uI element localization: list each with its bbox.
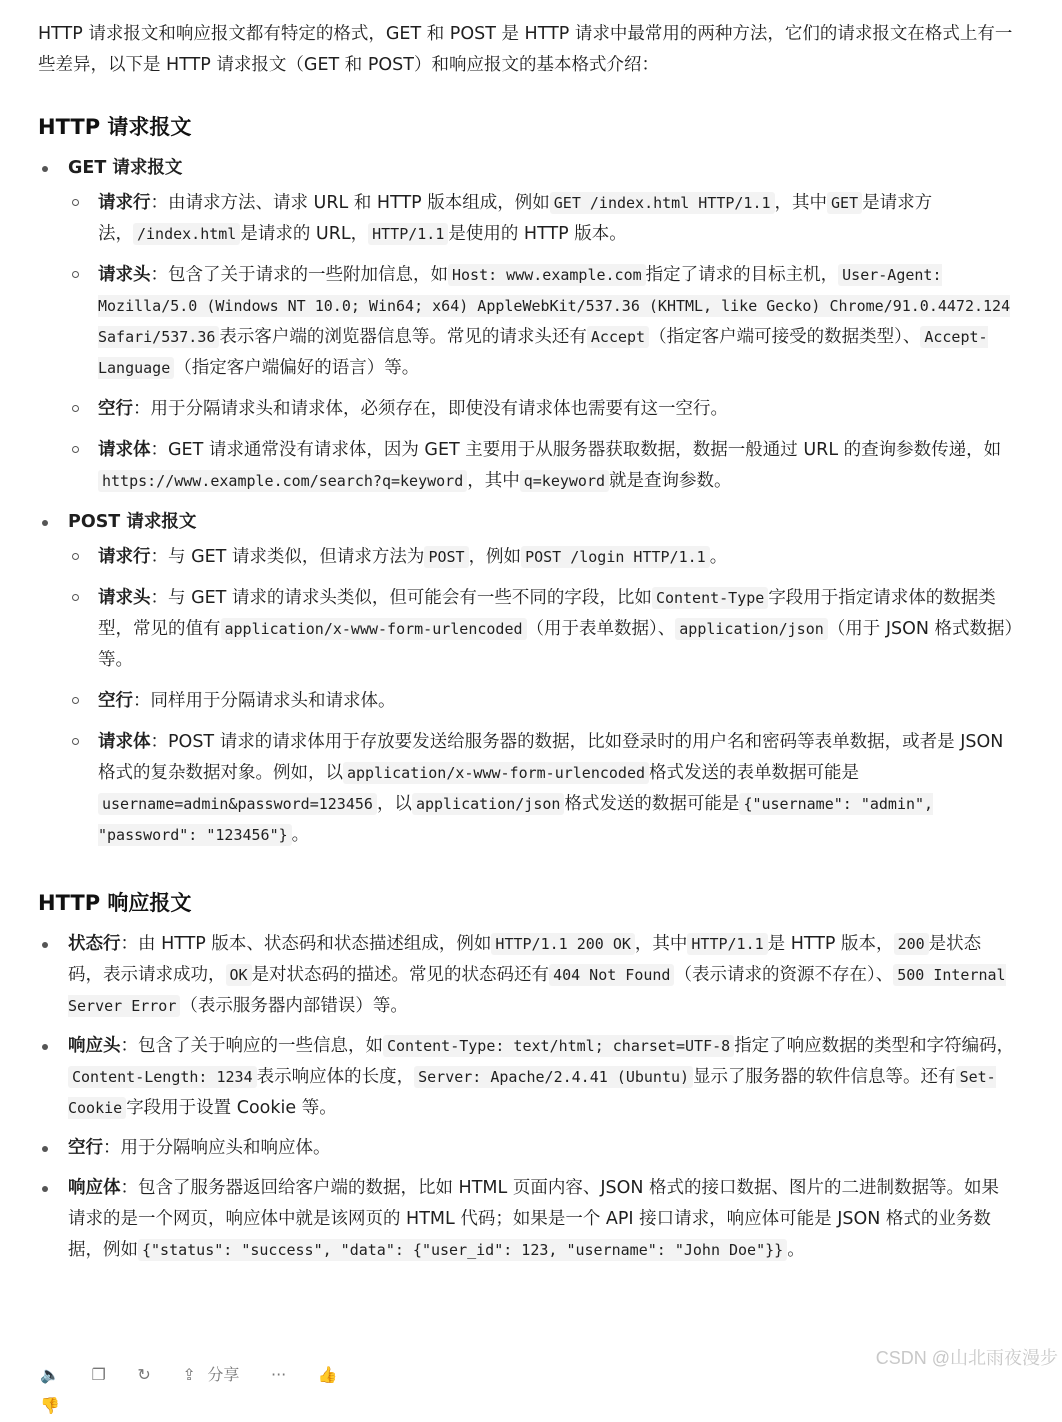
code-span: Accept-Language xyxy=(98,328,988,377)
list-item: 响应头：包含了关于响应的一些信息，如 Content-Type: text/html; charset=UTF-8 指定了响应数据的类型和字符编码，Content-Length: 1234 表示响应体的长度， Server: Apache/2.4.41 (Ubuntu) 显示了服务器的软件信息等。还有 Set-Cookie 字段用于设置 Cookie 等。 xyxy=(68,1031,1016,1124)
message-actions xyxy=(40,1360,400,1415)
more-icon[interactable]: ··· xyxy=(270,1365,287,1384)
get-list xyxy=(68,188,1016,497)
share-icon[interactable]: ⇪ xyxy=(182,1365,196,1384)
post-title: POST 请求报文 xyxy=(68,512,197,532)
list-item: 空行：用于分隔响应头和响应体。 xyxy=(68,1133,1016,1164)
code-span: application/json xyxy=(412,793,565,815)
refresh-icon[interactable]: ↻ xyxy=(137,1365,151,1384)
item-key: 请求体 xyxy=(98,732,151,752)
post-list xyxy=(68,542,1016,851)
response-heading: HTTP 响应报文 xyxy=(38,891,192,915)
code-span: 500 Internal Server Error xyxy=(68,966,1006,1015)
item-key: 响应头 xyxy=(68,1036,121,1056)
item-key: 响应体 xyxy=(68,1178,121,1198)
code-span: 404 Not Found xyxy=(549,964,674,986)
response-list xyxy=(38,929,1016,1266)
code-span: /index.html xyxy=(133,223,240,245)
list-item: 请求体：GET 请求通常没有请求体，因为 GET 主要用于从服务器获取数据，数据一般通过 URL 的查询参数传递，如https://www.example.com/search?q=keyword ，其中 q=keyword 就是查询参数。 xyxy=(98,435,1016,497)
code-span: Content-Type xyxy=(652,587,768,609)
code-span: Set-Cookie xyxy=(68,1068,996,1117)
code-span: {"status": "success", "data": {"user_id": 123, "username": "John Doe"}} xyxy=(138,1239,787,1261)
answer-content xyxy=(38,19,1016,1275)
speaker-icon[interactable]: 🔈 xyxy=(40,1365,60,1384)
list-item: 响应体：包含了服务器返回给客户端的数据，比如 HTML 页面内容、JSON 格式的接口数据、图片的二进制数据等。如果请求的是一个网页，响应体中就是该网页的 HTML 代码；如果是一个 API 接口请求，响应体可能是 JSON 格式的业务数据，例如 {"status": "success", "data": {"user_id": 123, "username": "John Doe"}} 。 xyxy=(68,1173,1016,1266)
code-span: OK xyxy=(226,964,252,986)
code-span: Host: www.example.com xyxy=(448,264,646,286)
thumbs-up-icon[interactable]: 👍 xyxy=(317,1365,338,1384)
code-span: POST xyxy=(424,546,468,568)
list-item: 请求行：由请求方法、请求 URL 和 HTTP 版本组成，例如 GET /index.html HTTP/1.1 ，其中 GET 是请求方法， /index.html 是请求的 URL， HTTP/1.1 是使用的 HTTP 版本。 xyxy=(98,188,1016,250)
code-span: HTTP/1.1 xyxy=(687,933,767,955)
code-span: application/json xyxy=(675,618,828,640)
share-label[interactable]: 分享 xyxy=(207,1365,240,1384)
code-span: GET /index.html HTTP/1.1 xyxy=(550,192,775,214)
code-span: application/x-www-form-urlencoded xyxy=(221,618,527,640)
request-list xyxy=(38,153,1016,851)
thumbs-down-icon[interactable]: 👎 xyxy=(40,1396,60,1415)
code-span: GET xyxy=(827,192,862,214)
item-key: 状态行 xyxy=(68,934,121,954)
list-item: 空行：同样用于分隔请求头和请求体。 xyxy=(98,686,1016,717)
item-key: 空行 xyxy=(98,399,133,419)
code-span: Content-Type: text/html; charset=UTF-8 xyxy=(383,1035,734,1057)
watermark: CSDN @山北雨夜漫步 xyxy=(875,1348,1058,1368)
code-span: Accept xyxy=(587,326,649,348)
copy-icon[interactable]: ❐ xyxy=(91,1365,106,1384)
code-span: application/x-www-form-urlencoded xyxy=(343,762,649,784)
list-item: 请求行：与 GET 请求类似，但请求方法为 POST ，例如 POST /login HTTP/1.1 。 xyxy=(98,542,1016,573)
list-item: 请求体：POST 请求的请求体用于存放要发送给服务器的数据，比如登录时的用户名和密码等表单数据，或者是 JSON 格式的复杂数据对象。例如，以 application/x-www-form-urlencoded 格式发送的表单数据可能是username=admin&password=123456 ，以 application/json 格式发送的数据可能是 {"username": "admin", "password": "123456"} 。 xyxy=(98,727,1016,851)
get-title: GET 请求报文 xyxy=(68,158,183,178)
code-span: username=admin&password=123456 xyxy=(98,793,377,815)
get-section xyxy=(68,153,1016,497)
code-span: Content-Length: 1234 xyxy=(68,1066,257,1088)
request-heading: HTTP 请求报文 xyxy=(38,115,192,139)
item-key: 请求头 xyxy=(98,265,151,285)
code-span: User-Agent: Mozilla/5.0 (Windows NT 10.0; Win64; x64) AppleWebKit/537.36 (KHTML, like Gecko) Chrome/91.0.4472.124 Safari/537.36 xyxy=(98,266,1011,346)
code-span: https://www.example.com/search?q=keyword xyxy=(98,470,467,492)
code-span: Server: Apache/2.4.41 (Ubuntu) xyxy=(414,1066,693,1088)
intro-paragraph: HTTP 请求报文和响应报文都有特定的格式，GET 和 POST 是 HTTP 请求中最常用的两种方法，它们的请求报文在格式上有一些差异，以下是 HTTP 请求报文（GET 和 POST）和响应报文的基本格式介绍： xyxy=(38,24,1013,75)
code-span: HTTP/1.1 xyxy=(368,223,448,245)
item-key: 空行 xyxy=(98,691,133,711)
item-key: 请求头 xyxy=(98,588,151,608)
code-span: {"username": "admin", "password": "123456"} xyxy=(98,795,934,844)
item-key: 请求行 xyxy=(98,547,151,567)
code-span: POST /login HTTP/1.1 xyxy=(521,546,710,568)
item-key: 空行 xyxy=(68,1138,103,1158)
post-section xyxy=(68,507,1016,851)
list-item: 空行：用于分隔请求头和请求体，必须存在，即使没有请求体也需要有这一空行。 xyxy=(98,394,1016,425)
item-key: 请求行 xyxy=(98,193,151,213)
item-key: 请求体 xyxy=(98,440,151,460)
code-span: HTTP/1.1 200 OK xyxy=(491,933,634,955)
code-span: q=keyword xyxy=(520,470,609,492)
list-item: 请求头：包含了关于请求的一些附加信息，如 Host: www.example.com 指定了请求的目标主机， User-Agent: Mozilla/5.0 (Windows NT 10.0; Win64; x64) AppleWebKit/537.36 (KHTML, like Gecko) Chrome/91.0.4472.124 Safari/537.36 表示客户端的浏览器信息等。常见的请求头还有 Accept （指定客户端可接受的数据类型）、 Accept-Language （指定客户端偏好的语言）等。 xyxy=(98,260,1016,384)
list-item: 状态行：由 HTTP 版本、状态码和状态描述组成，例如 HTTP/1.1 200 OK ，其中 HTTP/1.1 是 HTTP 版本， 200 是状态码，表示请求成功， OK 是对状态码的描述。常见的状态码还有 404 Not Found （表示请求的资源不存在）、 500 Internal Server Error （表示服务器内部错误）等。 xyxy=(68,929,1016,1022)
code-span: 200 xyxy=(894,933,929,955)
list-item: 请求头：与 GET 请求的请求头类似，但可能会有一些不同的字段，比如 Content-Type 字段用于指定请求体的数据类型，常见的值有 application/x-www-form-urlencoded （用于表单数据）、 application/json （用于 JSON 格式数据）等。 xyxy=(98,583,1016,676)
